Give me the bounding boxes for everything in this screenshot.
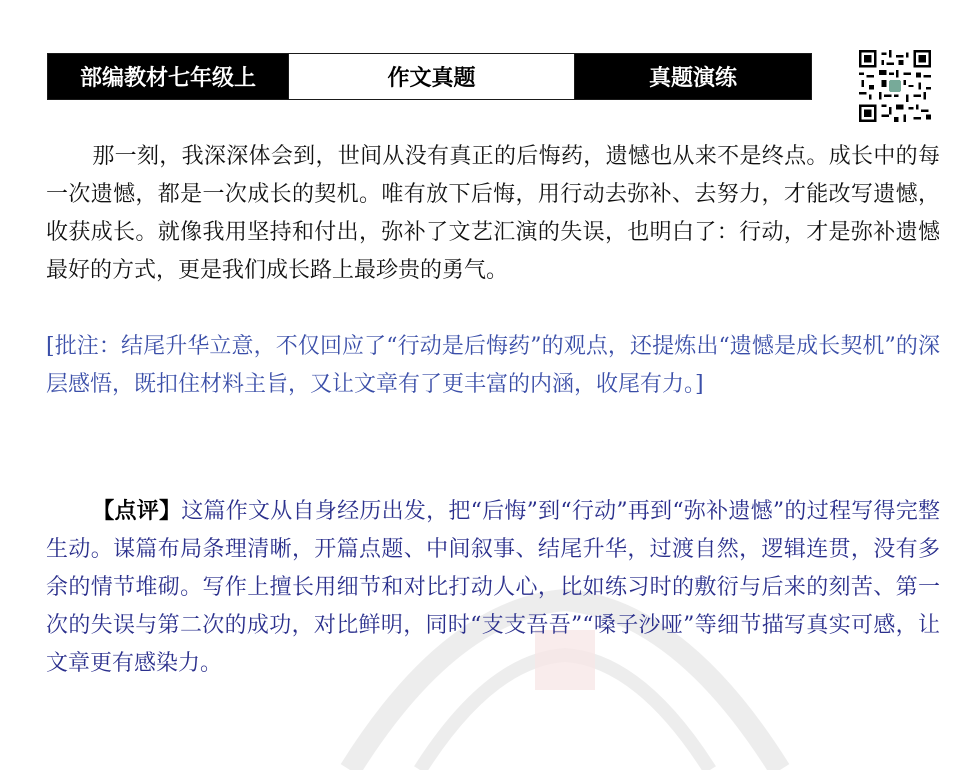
header-bar xyxy=(47,53,812,100)
essay-paragraph xyxy=(46,138,940,290)
essay-annotation: [批注：结尾升华立意，不仅回应了“行动是后悔药”的观点，还提炼出“遗憾是成长契机”的深层感悟，既扣住材料主旨，又让文章有了更丰富的内涵，收尾有力。] xyxy=(46,334,940,397)
header-section-title: 作文真题 xyxy=(288,54,575,99)
qr-code-icon xyxy=(859,50,931,122)
review-text: 这篇作文从自身经历出发，把“后悔”到“行动”再到“弥补遗憾”的过程写得完整生动。谋篇布局条理清晰，开篇点题、中间叙事、结尾升华，过渡自然，逻辑连贯，没有多余的情节堆砌。写作上擅长用细节和对比打动人心，比如练习时的敷衍与后来的刻苦、第一次的失误与第二次的成功，对比鲜明，同时“支支吾吾”“嗓子沙哑”等细节描写真实可感，让文章更有感染力。 xyxy=(46,499,940,676)
essay-paragraph-text: 那一刻，我深深体会到，世间从没有真正的后悔药，遗憾也从来不是终点。成长中的每一次遗憾，都是一次成长的契机。唯有放下后悔，用行动去弥补、去努力，才能改写遗憾，收获成长。就像我用坚持和付出，弥补了文艺汇演的失误，也明白了：行动，才是弥补遗憾最好的方式，更是我们成长路上最珍贵的勇气。 xyxy=(46,144,940,283)
review-paragraph xyxy=(46,492,940,683)
review-tag: 【点评】 xyxy=(92,498,182,524)
header-grade-label: 部编教材七年级上 xyxy=(48,54,288,99)
header-practice-label: 真题演练 xyxy=(575,54,811,99)
